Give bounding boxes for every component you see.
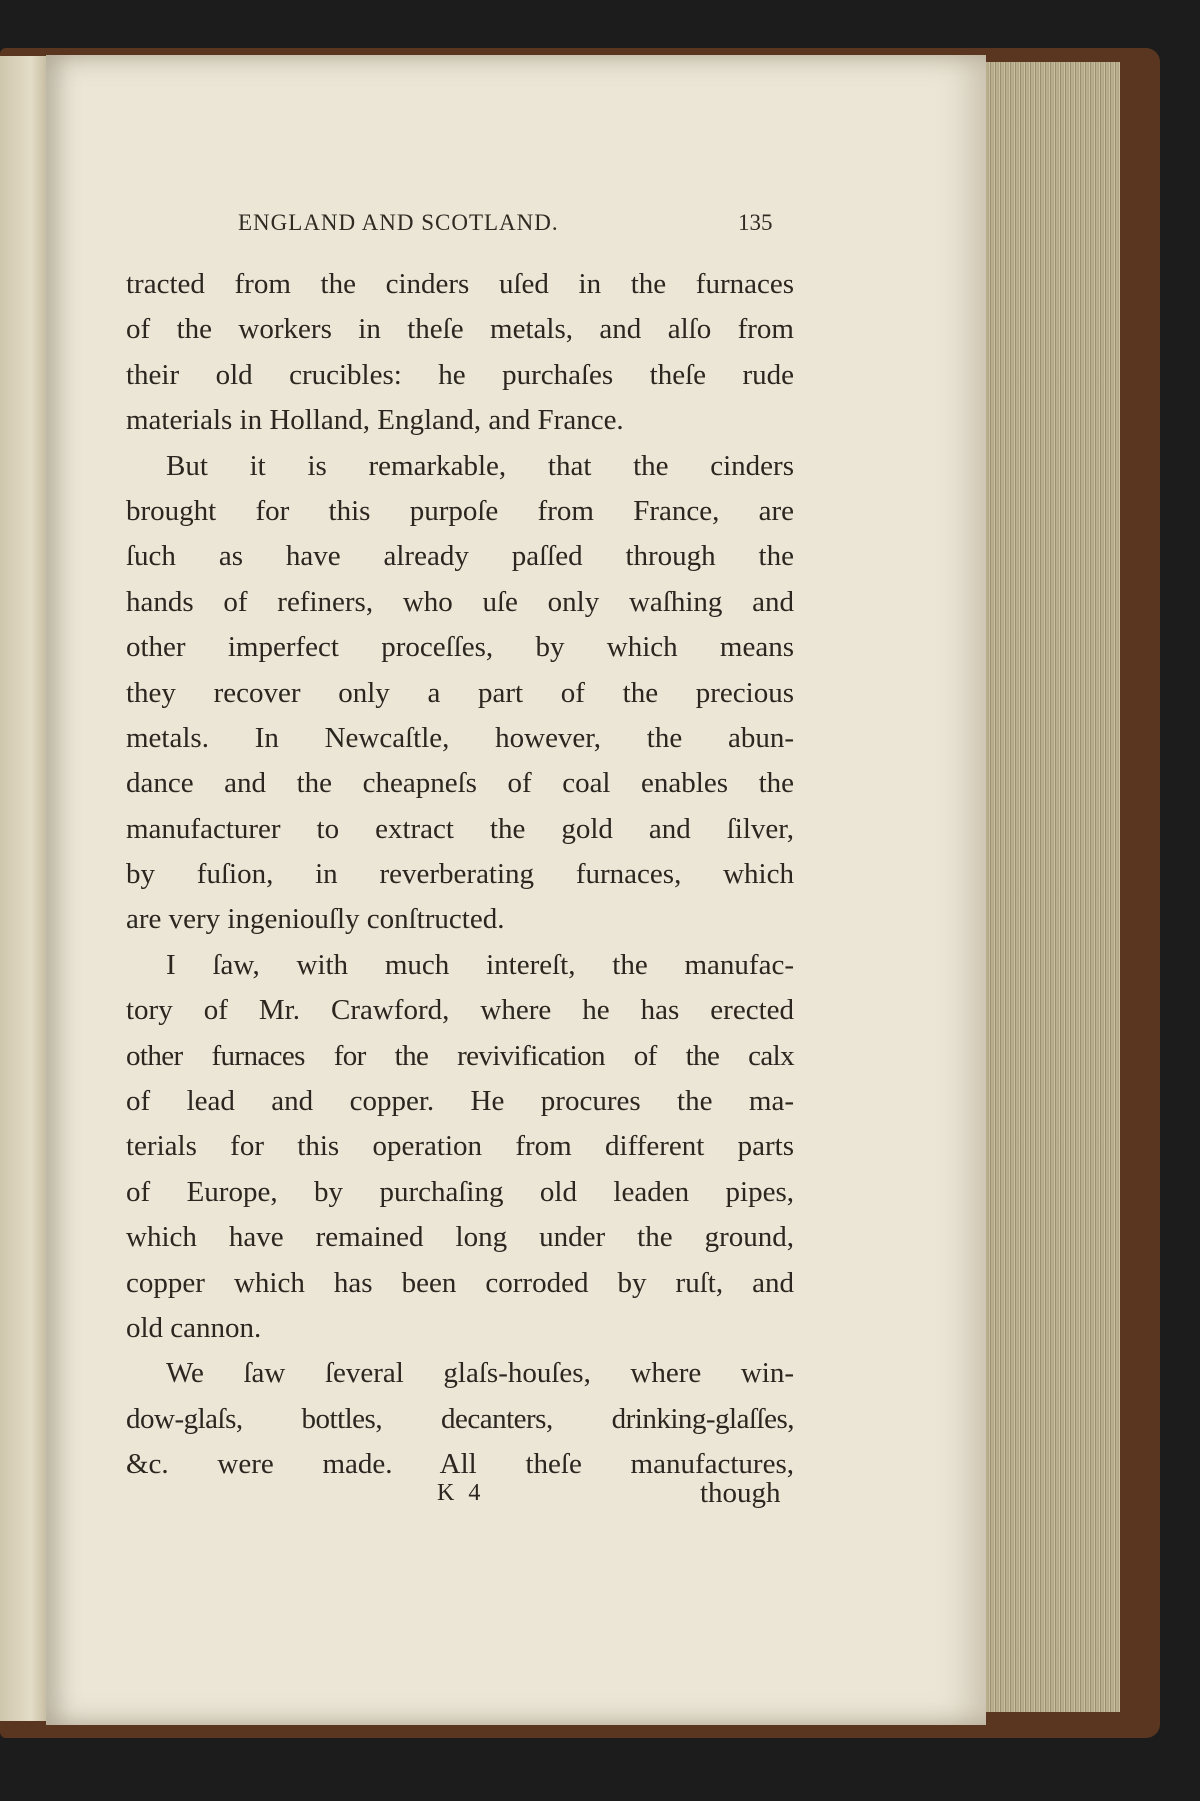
text-line: But it is remarkable, that the cinders bbox=[166, 449, 794, 482]
text-line: are very ingeniouſly conſtructed. bbox=[126, 903, 505, 936]
text-line: by fuſion, in reverberating furnaces, which bbox=[126, 858, 794, 891]
text-line: manufacturer to extract the gold and ſilver, bbox=[126, 812, 794, 845]
text-line: of the workers in theſe metals, and alſo from bbox=[126, 313, 794, 346]
text-line: dance and the cheapneſs of coal enables the bbox=[126, 767, 794, 800]
text-line: other imperfect proceſſes, by which means bbox=[126, 631, 794, 664]
page-number: 135 bbox=[738, 210, 773, 235]
text-line: tracted from the cinders uſed in the furnaces bbox=[126, 268, 794, 300]
left-page-edge bbox=[0, 56, 52, 1721]
text-line: terials for this operation from different parts bbox=[126, 1130, 794, 1163]
running-title: ENGLAND AND SCOTLAND. bbox=[238, 210, 559, 235]
text-line: of lead and copper. He procures the ma- bbox=[126, 1085, 794, 1118]
text-line: I ſaw, with much intereſt, the manufac- bbox=[166, 948, 794, 981]
text-line: which have remained long under the ground, bbox=[126, 1221, 794, 1254]
page-edges bbox=[975, 62, 1120, 1712]
text-line: We ſaw ſeveral glaſs-houſes, where win- bbox=[166, 1357, 794, 1390]
body-text bbox=[126, 262, 794, 1488]
text-line: they recover only a part of the precious bbox=[126, 676, 794, 709]
text-line: other furnaces for the revivification of the calx bbox=[126, 1039, 794, 1072]
text-line: &c. were made. All theſe manufactures, bbox=[126, 1448, 794, 1481]
text-line: brought for this purpoſe from France, are bbox=[126, 494, 794, 527]
text-line: their old crucibles: he purchaſes theſe rude bbox=[126, 358, 794, 391]
text-line: materials in Holland, England, and France. bbox=[126, 404, 624, 437]
text-line: dow-glaſs, bottles, decanters, drinking-glaſſes, bbox=[126, 1402, 794, 1435]
signature-mark: K 4 bbox=[437, 1480, 485, 1506]
text-line: of Europe, by purchaſing old leaden pipes, bbox=[126, 1175, 794, 1208]
text-line: tory of Mr. Crawford, where he has erected bbox=[126, 994, 794, 1027]
text-line: copper which has been corroded by ruſt, and bbox=[126, 1266, 794, 1299]
catchword: though bbox=[700, 1477, 781, 1509]
text-line: ſuch as have already paſſed through the bbox=[126, 540, 794, 573]
text-line: metals. In Newcaſtle, however, the abun- bbox=[126, 721, 794, 754]
text-line: old cannon. bbox=[126, 1311, 262, 1344]
text-line: hands of refiners, who uſe only waſhing and bbox=[126, 585, 794, 618]
